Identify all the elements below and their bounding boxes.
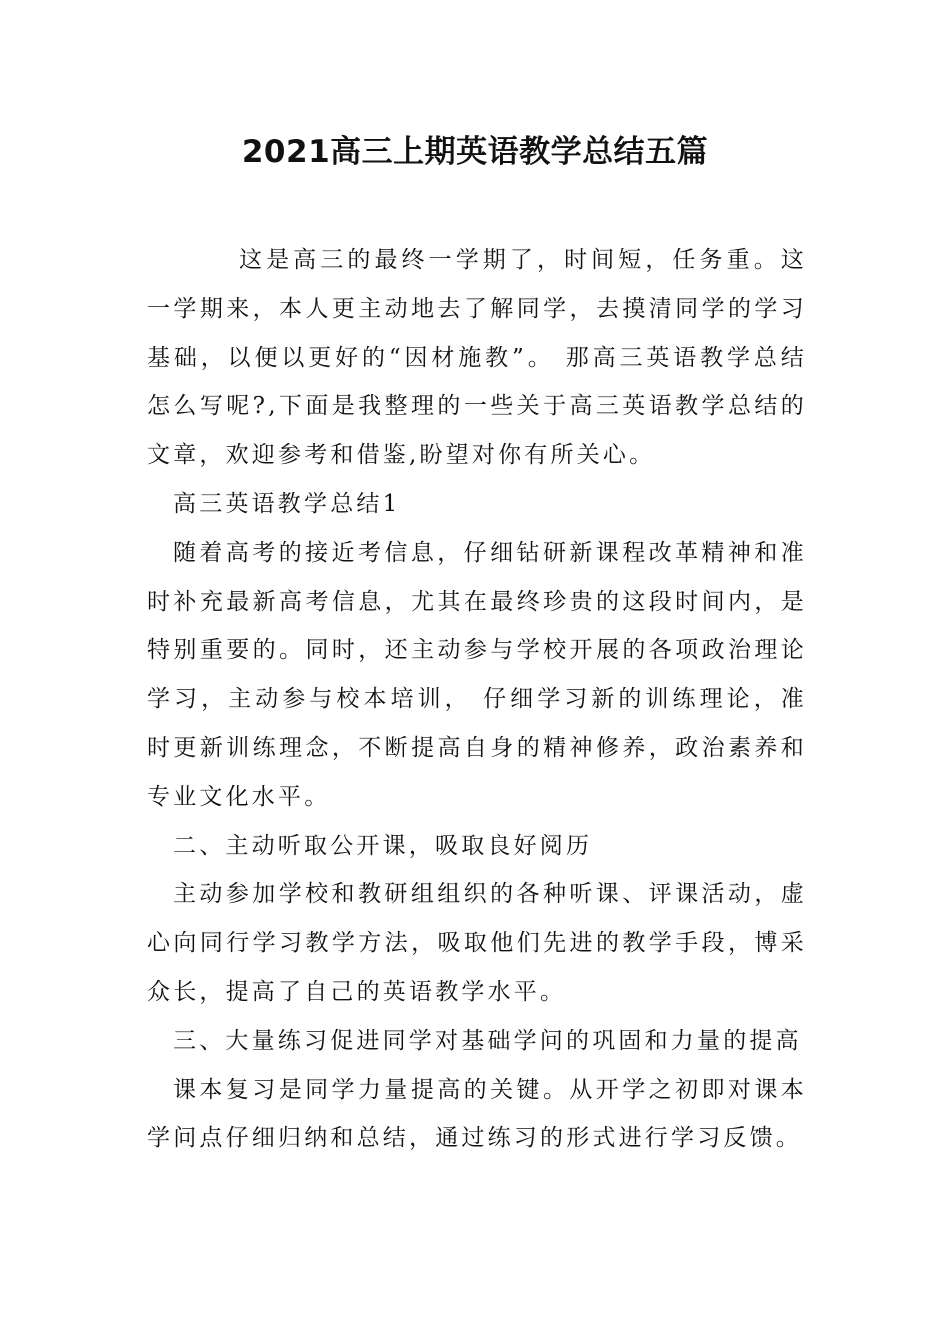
- intro-paragraph: 这是高三的最终一学期了，时间短，任务重。这一学期来，本人更主动地去了解同学，去摸清同学的学习基础，以便以更好的“因材施教”。 那高三英语教学总结怎么写呢?,下面是我整理的一些关于高三英语教学总结的文章，欢迎参考和借鉴,盼望对你有所关心。: [147, 247, 807, 469]
- body-paragraph-study: 随着高考的接近考信息，仔细钻研新课程改革精神和准时补充最新高考信息，尤其在最终珍贵的这段时间内，是特别重要的。同时，还主动参与学校开展的各项政治理论学习，主动参与校本培训， 仔细学习新的训练理论，准时更新训练理念，不断提高自身的精神修养，政治素养和专业文化水平。: [147, 539, 807, 810]
- document-body: [147, 236, 807, 1163]
- section-heading-two: 二、主动听取公开课，吸取良好阅历: [173, 832, 593, 859]
- body-paragraph-review: 课本复习是同学力量提高的关键。从开学之初即对课本学问点仔细归纳和总结，通过练习的形式进行学习反馈。: [147, 1076, 807, 1152]
- section-heading-three: 三、大量练习促进同学对基础学问的巩固和力量的提高: [173, 1027, 802, 1054]
- document-title: 2021高三上期英语教学总结五篇: [241, 134, 709, 170]
- section-heading-summary-1: 高三英语教学总结1: [173, 490, 401, 517]
- body-paragraph-lessons: 主动参加学校和教研组组织的各种听课、评课活动，虚心向同行学习教学方法，吸取他们先进的教学手段，博采众长，提高了自己的英语教学水平。: [147, 881, 807, 1005]
